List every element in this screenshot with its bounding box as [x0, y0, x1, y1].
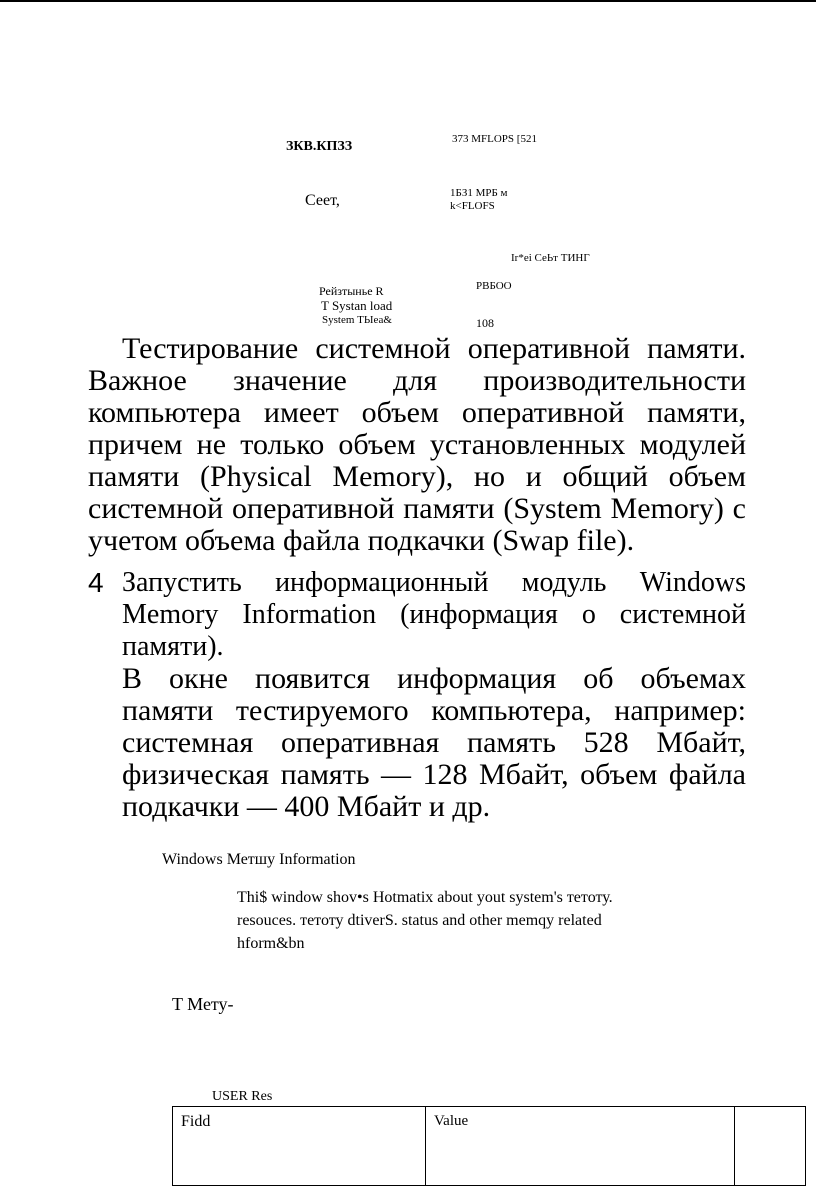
- header-r4-left-b: T Systan load: [321, 298, 393, 313]
- result-paragraph: [122, 663, 746, 823]
- header-r2-right-a: 1БЗ1 МРБ м: [450, 187, 508, 199]
- top-rule: [0, 0, 816, 2]
- window-desc-line: hform&bn: [237, 935, 305, 952]
- header-r3-right: Ir*ei СеЬт ТИНГ: [511, 252, 590, 264]
- memory-test-paragraph: [88, 333, 746, 557]
- para2-line: подкачки — 400 Мбайт и др.: [122, 790, 491, 823]
- column-header-field: Fidd: [173, 1107, 426, 1186]
- para1-line: Тестирование системной оперативной памяти.: [122, 332, 746, 365]
- window-desc-line: Thi$ window shov•s Hotmatix about yout system's тетоту.: [237, 889, 613, 906]
- header-r4-left-c: System ТЫеа&: [322, 314, 392, 326]
- header-r1-right: 373 MFLOPS [521: [452, 133, 537, 145]
- para2-line: памяти тестируемого компьютера, например:: [122, 694, 746, 727]
- para1-line: причем не только объем установленных модулей: [88, 428, 746, 461]
- info-table: [172, 1106, 806, 1186]
- header-r4-left-a: Рейзтыньe R: [319, 284, 384, 298]
- step4-line: Запустить информационный модуль Windows: [122, 567, 746, 598]
- para1-line: компьютера имеет объем оперативной памяти,: [88, 396, 746, 429]
- header-r4-right-a: РВБОО: [476, 280, 512, 292]
- para1-line: памяти (Physical Memory), но и общий объем: [88, 460, 746, 493]
- step4-text: [122, 567, 746, 663]
- window-title: Windows Метшу Information: [162, 851, 356, 868]
- header-r4-right-b: 108: [476, 316, 494, 330]
- para1-line: Важное значение для производительности: [88, 364, 746, 397]
- para2-line: В окне появится информация об объемах: [122, 662, 746, 695]
- step-number: 4: [88, 567, 104, 598]
- step4-line: Memory Information (информация о системной: [122, 599, 746, 630]
- column-header-value: Value: [426, 1107, 735, 1186]
- header-r2-left: Сеет,: [305, 192, 340, 209]
- user-res-label: USER Res: [212, 1089, 273, 1104]
- step4-line: памяти).: [122, 631, 224, 662]
- para2-line: системная оперативная память 528 Мбайт,: [122, 726, 746, 759]
- header-r1-left: ЗКВ.КПЗЗ: [286, 139, 353, 154]
- para1-line: системной оперативной памяти (System Memory) с: [88, 492, 746, 525]
- memory-label: T Мету-: [172, 994, 234, 1014]
- para2-line: физическая память — 128 Мбайт, объем файла: [122, 758, 746, 791]
- para1-line: учетом объема файла подкачки (Swap file).: [88, 524, 635, 557]
- window-desc-line: resouces. тетоту dtiverS. status and other memqy related: [237, 912, 602, 929]
- header-r2-right-b: k<FLOFS: [450, 200, 495, 212]
